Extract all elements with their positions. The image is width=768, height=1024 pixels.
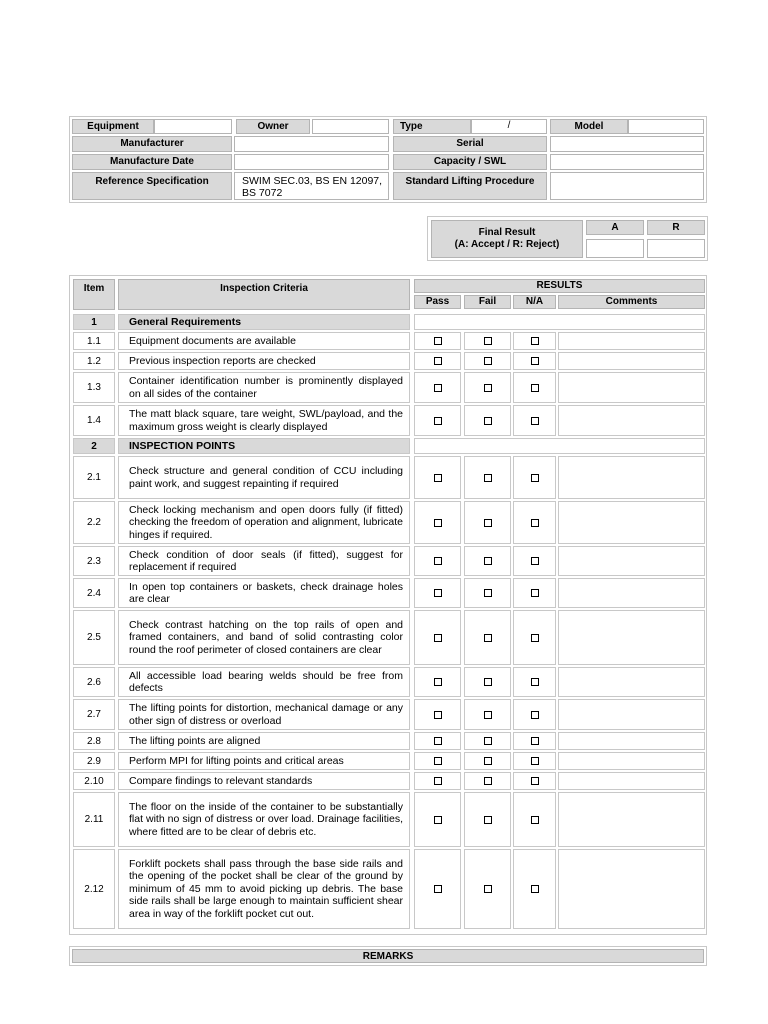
remarks-block — [69, 946, 707, 966]
section-title — [118, 314, 410, 330]
comments-field[interactable] — [558, 456, 705, 499]
fail-checkbox[interactable] — [484, 557, 492, 565]
criterion-text: Perform MPI for lifting points and critical areas — [129, 754, 344, 767]
inspection-row — [70, 332, 708, 350]
inspection-criterion — [118, 405, 410, 436]
fail-checkbox[interactable] — [484, 777, 492, 785]
inspection-row — [70, 501, 708, 544]
inspection-criterion — [118, 699, 410, 730]
na-cell — [513, 578, 556, 608]
fail-cell — [464, 546, 511, 576]
na-checkbox[interactable] — [531, 337, 539, 345]
item-number: 2.6 — [73, 667, 115, 697]
na-cell — [513, 501, 556, 544]
na-cell — [513, 849, 556, 929]
final-result-title: Final Result — [478, 227, 536, 238]
pass-checkbox[interactable] — [434, 474, 442, 482]
reference-specification-value: SWIM SEC.03, BS EN 12097, BS 7072 — [234, 172, 389, 200]
item-number: 2.1 — [73, 456, 115, 499]
criterion-text: All accessible load bearing welds should be free from defects — [129, 669, 403, 694]
pass-cell — [414, 352, 461, 370]
inspection-row — [70, 456, 708, 499]
item-number: 2.2 — [73, 501, 115, 544]
na-cell — [513, 772, 556, 790]
inspection-row — [70, 372, 708, 403]
criterion-text: The lifting points for distortion, mechanical damage or any other sign of distress or overload — [129, 702, 403, 727]
criterion-text: The lifting points are aligned — [129, 734, 261, 747]
na-cell — [513, 699, 556, 730]
item-number: 1.4 — [73, 405, 115, 436]
inspection-criterion — [118, 546, 410, 576]
fail-cell — [464, 405, 511, 436]
item-number: 2.5 — [73, 610, 115, 665]
fail-cell — [464, 501, 511, 544]
criterion-text: Equipment documents are available — [129, 334, 296, 347]
inspection-row — [70, 849, 708, 929]
criterion-text: In open top containers or baskets, check drainage holes are clear — [129, 580, 403, 605]
pass-checkbox[interactable] — [434, 557, 442, 565]
item-number: 2.10 — [73, 772, 115, 790]
inspection-row — [70, 752, 708, 770]
section-title-text: INSPECTION POINTS — [129, 439, 236, 452]
comments-field[interactable] — [558, 405, 705, 436]
serial-field[interactable] — [550, 136, 704, 152]
fail-checkbox[interactable] — [484, 816, 492, 824]
na-checkbox[interactable] — [531, 589, 539, 597]
fail-cell — [464, 752, 511, 770]
final-result-label — [431, 220, 583, 258]
pass-cell — [414, 849, 461, 929]
comments-field[interactable] — [558, 752, 705, 770]
item-number: 2.4 — [73, 578, 115, 608]
na-checkbox[interactable] — [531, 519, 539, 527]
reject-code-label: R — [647, 220, 705, 235]
na-checkbox[interactable] — [531, 757, 539, 765]
section-number: 1 — [73, 314, 115, 330]
na-cell — [513, 456, 556, 499]
item-number: 2.7 — [73, 699, 115, 730]
fail-cell — [464, 610, 511, 665]
model-field[interactable] — [628, 119, 704, 134]
item-header: Item — [73, 279, 115, 310]
pass-checkbox[interactable] — [434, 337, 442, 345]
comments-field[interactable] — [558, 352, 705, 370]
pass-cell — [414, 405, 461, 436]
item-number: 2.9 — [73, 752, 115, 770]
section-results-cell — [414, 438, 705, 454]
comments-field[interactable] — [558, 578, 705, 608]
fail-cell — [464, 772, 511, 790]
inspection-criterion — [118, 332, 410, 350]
na-checkbox[interactable] — [531, 474, 539, 482]
fail-cell — [464, 732, 511, 750]
na-checkbox[interactable] — [531, 711, 539, 719]
na-checkbox[interactable] — [531, 634, 539, 642]
pass-cell — [414, 501, 461, 544]
criterion-text: Check condition of door seals (if fitted), suggest for replacement if required — [129, 548, 403, 573]
final-result-legend: (A: Accept / R: Reject) — [454, 239, 560, 250]
fail-checkbox[interactable] — [484, 337, 492, 345]
criterion-text: Check structure and general condition of CCU including paint work, and suggest repainting if required — [129, 465, 403, 490]
inspection-row — [70, 405, 708, 436]
criterion-text: Forklift pockets shall pass through the base side rails and the opening of the pocket shall be clear of the ground by minimum of 45 mm to avoid picking up debris. The base side rails shall be large enough to maintain sufficient shear area in way of the forklift pocket cut out. — [129, 857, 403, 920]
item-number: 1.2 — [73, 352, 115, 370]
na-cell — [513, 732, 556, 750]
inspection-criterion — [118, 578, 410, 608]
comments-field[interactable] — [558, 699, 705, 730]
na-cell — [513, 667, 556, 697]
fail-header: Fail — [464, 295, 511, 309]
fail-cell — [464, 792, 511, 847]
section-number: 2 — [73, 438, 115, 454]
manufacture-date-label: Manufacture Date — [72, 154, 232, 170]
manufacture-date-field[interactable] — [234, 154, 389, 170]
pass-cell — [414, 772, 461, 790]
inspection-row — [70, 578, 708, 608]
comments-field[interactable] — [558, 546, 705, 576]
pass-cell — [414, 667, 461, 697]
pass-cell — [414, 578, 461, 608]
na-checkbox[interactable] — [531, 816, 539, 824]
fail-checkbox[interactable] — [484, 634, 492, 642]
inspection-criterion — [118, 849, 410, 929]
na-checkbox[interactable] — [531, 885, 539, 893]
pass-cell — [414, 792, 461, 847]
pass-checkbox[interactable] — [434, 678, 442, 686]
comments-field[interactable] — [558, 372, 705, 403]
na-cell — [513, 332, 556, 350]
pass-cell — [414, 752, 461, 770]
na-checkbox[interactable] — [531, 678, 539, 686]
na-cell — [513, 610, 556, 665]
fail-cell — [464, 456, 511, 499]
section-row — [70, 314, 708, 330]
accept-code-label: A — [586, 220, 644, 235]
inspection-row — [70, 610, 708, 665]
remarks-label: REMARKS — [72, 949, 704, 963]
pass-checkbox[interactable] — [434, 589, 442, 597]
pass-checkbox[interactable] — [434, 519, 442, 527]
inspection-criterion — [118, 667, 410, 697]
criterion-text: Compare findings to relevant standards — [129, 774, 313, 787]
fail-checkbox[interactable] — [484, 474, 492, 482]
pass-checkbox[interactable] — [434, 634, 442, 642]
pass-cell — [414, 332, 461, 350]
section-title-text: General Requirements — [129, 315, 242, 328]
na-checkbox[interactable] — [531, 557, 539, 565]
fail-cell — [464, 332, 511, 350]
manufacturer-label: Manufacturer — [72, 136, 232, 152]
pass-checkbox[interactable] — [434, 777, 442, 785]
na-checkbox[interactable] — [531, 417, 539, 425]
fail-cell — [464, 699, 511, 730]
item-number: 1.1 — [73, 332, 115, 350]
inspection-criterion — [118, 372, 410, 403]
item-number: 1.3 — [73, 372, 115, 403]
fail-checkbox[interactable] — [484, 357, 492, 365]
fail-checkbox[interactable] — [484, 678, 492, 686]
fail-checkbox[interactable] — [484, 737, 492, 745]
pass-cell — [414, 372, 461, 403]
na-checkbox[interactable] — [531, 384, 539, 392]
item-number: 2.8 — [73, 732, 115, 750]
pass-checkbox[interactable] — [434, 357, 442, 365]
type-field[interactable] — [471, 119, 547, 134]
item-number: 2.11 — [73, 792, 115, 847]
comments-field[interactable] — [558, 772, 705, 790]
fail-cell — [464, 849, 511, 929]
na-checkbox[interactable] — [531, 777, 539, 785]
pass-checkbox[interactable] — [434, 711, 442, 719]
comments-field[interactable] — [558, 732, 705, 750]
fail-checkbox[interactable] — [484, 519, 492, 527]
item-number: 2.12 — [73, 849, 115, 929]
inspection-table — [69, 275, 707, 935]
equipment-field[interactable] — [154, 119, 232, 134]
fail-checkbox[interactable] — [484, 757, 492, 765]
pass-checkbox[interactable] — [434, 816, 442, 824]
section-results-cell — [414, 314, 705, 330]
inspection-row — [70, 732, 708, 750]
item-number: 2.3 — [73, 546, 115, 576]
pass-cell — [414, 610, 461, 665]
standard-lifting-procedure-field[interactable] — [550, 172, 704, 200]
criterion-text: The floor on the inside of the container to be substantially flat with no sign of distress or over load. Drainage facilities, where fitted are to be clear of debris etc. — [129, 800, 403, 838]
manufacturer-field[interactable] — [234, 136, 389, 152]
criterion-text: Container identification number is prominently displayed on all sides of the container — [129, 375, 403, 400]
na-checkbox[interactable] — [531, 357, 539, 365]
inspection-row — [70, 352, 708, 370]
type-label: Type — [393, 119, 471, 134]
inspection-criterion — [118, 610, 410, 665]
comments-field[interactable] — [558, 849, 705, 929]
inspection-criterion — [118, 501, 410, 544]
comments-field[interactable] — [558, 792, 705, 847]
pass-cell — [414, 456, 461, 499]
na-cell — [513, 752, 556, 770]
model-label: Model — [550, 119, 628, 134]
criterion-text: Previous inspection reports are checked — [129, 354, 316, 367]
inspection-row — [70, 546, 708, 576]
na-cell — [513, 792, 556, 847]
comments-field[interactable] — [558, 610, 705, 665]
fail-cell — [464, 352, 511, 370]
owner-field[interactable] — [312, 119, 389, 134]
comments-header: Comments — [558, 295, 705, 309]
type-separator: / — [507, 120, 511, 131]
pass-header: Pass — [414, 295, 461, 309]
criterion-text: The matt black square, tare weight, SWL/payload, and the maximum gross weight is clearly displayed — [129, 408, 403, 433]
fail-checkbox[interactable] — [484, 589, 492, 597]
inspection-criterion — [118, 456, 410, 499]
fail-cell — [464, 667, 511, 697]
reference-specification-label: Reference Specification — [72, 172, 232, 200]
owner-label: Owner — [236, 119, 310, 134]
pass-checkbox[interactable] — [434, 384, 442, 392]
na-cell — [513, 546, 556, 576]
pass-checkbox[interactable] — [434, 757, 442, 765]
fail-checkbox[interactable] — [484, 885, 492, 893]
equipment-label: Equipment — [72, 119, 154, 134]
pass-checkbox[interactable] — [434, 885, 442, 893]
pass-cell — [414, 732, 461, 750]
inspection-criterion — [118, 772, 410, 790]
pass-cell — [414, 546, 461, 576]
standard-lifting-procedure-label: Standard Lifting Procedure — [393, 172, 547, 200]
criterion-text: Check locking mechanism and open doors fully (if fitted) checking the freedom of operation and alignment, lubricate hinges if required. — [129, 503, 403, 541]
inspection-row — [70, 792, 708, 847]
section-row — [70, 438, 708, 454]
equipment-header-block — [69, 116, 707, 203]
inspection-criteria-header: Inspection Criteria — [118, 279, 410, 310]
na-header: N/A — [513, 295, 556, 309]
na-checkbox[interactable] — [531, 737, 539, 745]
inspection-row — [70, 772, 708, 790]
pass-checkbox[interactable] — [434, 737, 442, 745]
inspection-row — [70, 699, 708, 730]
reject-result-field[interactable] — [647, 239, 705, 258]
fail-cell — [464, 372, 511, 403]
fail-checkbox[interactable] — [484, 711, 492, 719]
comments-field[interactable] — [558, 332, 705, 350]
serial-label: Serial — [393, 136, 547, 152]
capacity-swl-label: Capacity / SWL — [393, 154, 547, 170]
na-cell — [513, 405, 556, 436]
comments-field[interactable] — [558, 667, 705, 697]
capacity-swl-field[interactable] — [550, 154, 704, 170]
fail-checkbox[interactable] — [484, 417, 492, 425]
fail-cell — [464, 578, 511, 608]
criterion-text: Check contrast hatching on the top rails of open and framed containers, and band of solid contrasting color round the roof perimeter of closed containers are clear — [129, 618, 403, 656]
inspection-row — [70, 667, 708, 697]
inspection-criterion — [118, 352, 410, 370]
accept-result-field[interactable] — [586, 239, 644, 258]
pass-checkbox[interactable] — [434, 417, 442, 425]
section-title — [118, 438, 410, 454]
final-result-block — [427, 216, 708, 261]
na-cell — [513, 352, 556, 370]
fail-checkbox[interactable] — [484, 384, 492, 392]
pass-cell — [414, 699, 461, 730]
results-header: RESULTS — [414, 279, 705, 293]
comments-field[interactable] — [558, 501, 705, 544]
inspection-criterion — [118, 792, 410, 847]
inspection-criterion — [118, 732, 410, 750]
na-cell — [513, 372, 556, 403]
inspection-criterion — [118, 752, 410, 770]
